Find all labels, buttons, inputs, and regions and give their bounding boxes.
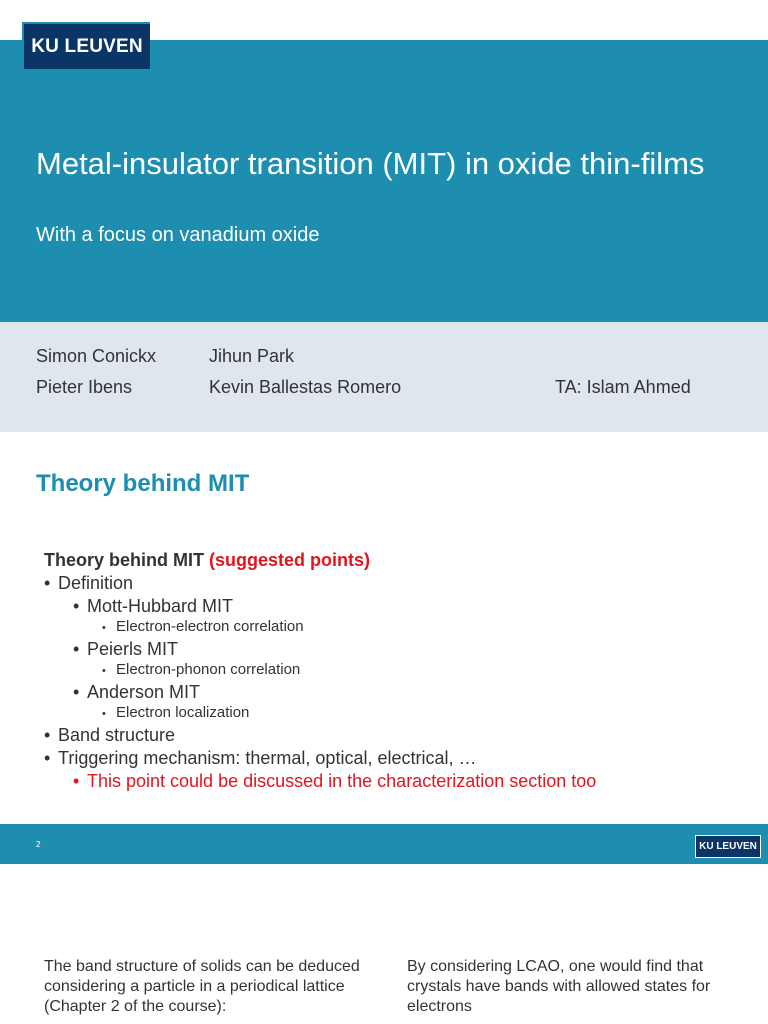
next-slide-left-text: The band structure of solids can be deduced considering a particle in a periodical lattice (Chapter 2 of the course):	[44, 958, 360, 1015]
list-item-text: Mott-Hubbard MIT	[87, 596, 234, 616]
list-item-text: Anderson MIT	[87, 682, 201, 702]
list-item-text: Triggering mechanism: thermal, optical, electrical, …	[58, 748, 477, 768]
list-item-text: Band structure	[58, 725, 176, 745]
footer-band	[0, 824, 768, 864]
bullet-icon: •	[73, 771, 80, 791]
list-item-highlight	[44, 770, 744, 792]
author-simon-conickx: Simon Conickx	[36, 346, 157, 366]
next-slide-right-text: By considering LCAO, one would find that crystals have bands with allowed states for electrons	[407, 958, 711, 1015]
list-item	[44, 747, 744, 770]
bullet-icon: •	[73, 682, 80, 702]
bullet-icon: •	[44, 573, 51, 593]
teaching-assistant: TA: Islam Ahmed	[555, 377, 691, 397]
list-item	[44, 595, 744, 617]
list-item	[44, 660, 744, 681]
slide-subtitle: With a focus on vanadium oxide	[36, 224, 320, 246]
bullet-icon: •	[102, 665, 106, 677]
ku-leuven-footer-logo: KU LEUVEN	[695, 835, 761, 858]
list-item	[44, 572, 744, 595]
bullet-icon: •	[102, 708, 106, 720]
author-pieter-ibens: Pieter Ibens	[36, 377, 133, 397]
slide-title: Metal-insulator transition (MIT) in oxide thin-films	[36, 146, 705, 181]
list-item	[44, 703, 744, 724]
list-item-text: This point could be discussed in the characterization section too	[87, 771, 597, 791]
list-item	[44, 617, 744, 638]
list-item	[44, 638, 744, 660]
bullet-icon: •	[73, 596, 80, 616]
list-item-text: Electron localization	[116, 704, 250, 721]
bullet-icon: •	[102, 622, 106, 634]
content-heading-note: (suggested points)	[209, 550, 371, 570]
list-item-text: Peierls MIT	[87, 639, 179, 659]
content-box	[44, 549, 744, 792]
list-item-text: Electron-phonon correlation	[116, 661, 301, 678]
list-item-text: Electron-electron correlation	[116, 618, 304, 635]
section-title: Theory behind MIT	[36, 470, 250, 497]
page-number: 2	[36, 840, 41, 849]
bullet-icon: •	[73, 639, 80, 659]
list-item	[44, 681, 744, 703]
bullet-icon: •	[44, 748, 51, 768]
list-item-text: Definition	[58, 573, 134, 593]
ku-leuven-logo: KU LEUVEN	[22, 22, 150, 69]
content-heading-text: Theory behind MIT	[44, 550, 204, 570]
content-heading	[44, 549, 744, 572]
list-item	[44, 724, 744, 747]
author-jihun-park: Jihun Park	[209, 346, 295, 366]
bullet-icon: •	[44, 725, 51, 745]
author-kevin-ballestas-romero: Kevin Ballestas Romero	[209, 377, 402, 397]
